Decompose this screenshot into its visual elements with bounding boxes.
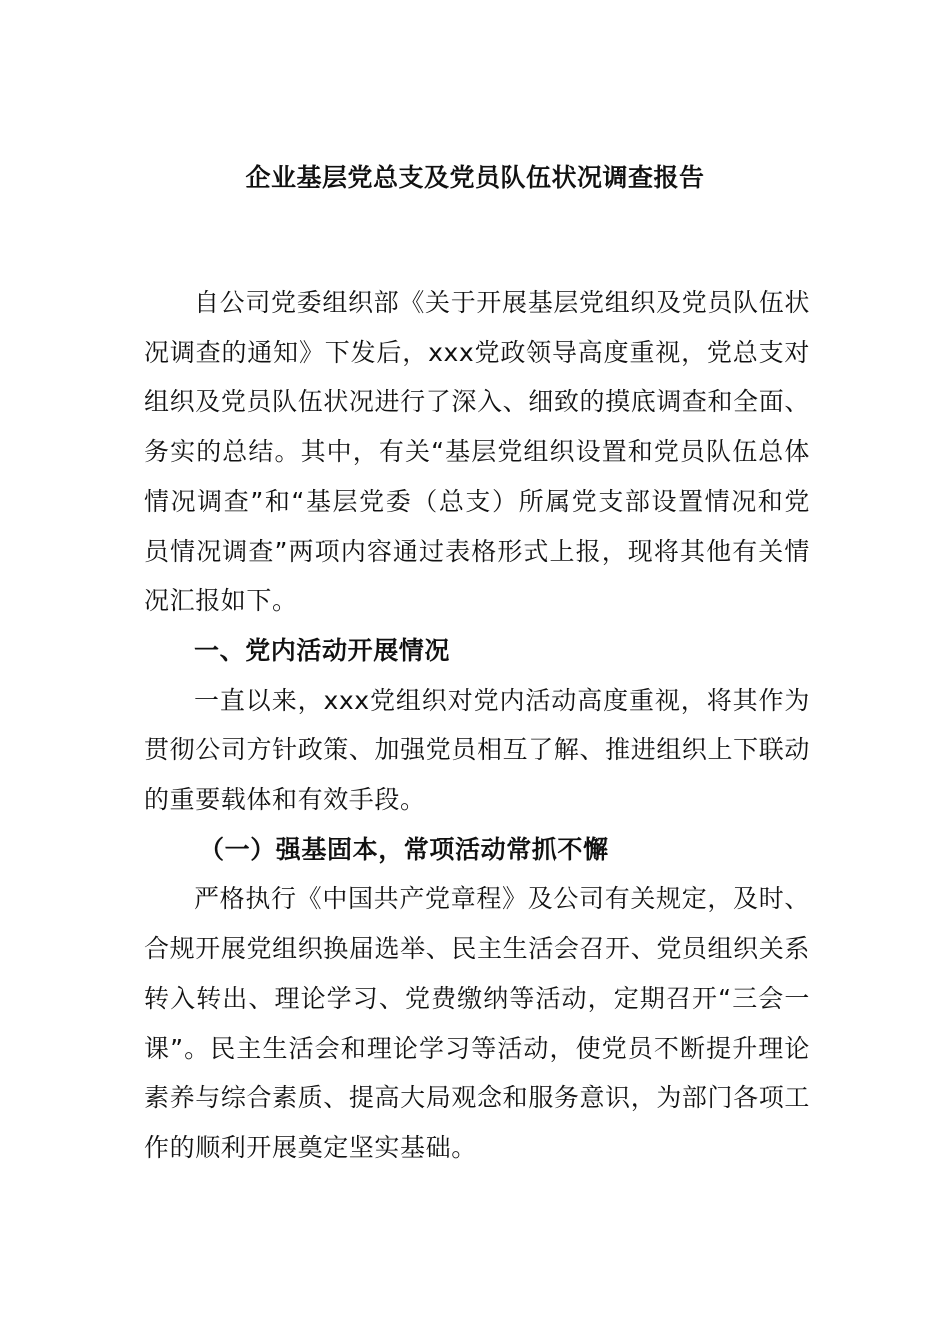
section-1-paragraph: 一直以来，xxx党组织对党内活动高度重视，将其作为贯彻公司方针政策、加强党员相互了解、推进组织上下联动的重要载体和有效手段。 [144,685,810,815]
section-heading-1: 一、党内活动开展情况 [194,635,451,665]
intro-paragraph: 自公司党委组织部《关于开展基层党组织及党员队伍状况调查的通知》下发后，xxx党政领导高度重视，党总支对组织及党员队伍状况进行了深入、细致的摸底调查和全面、务实的总结。其中，有关“基层党组织设置和党员队伍总体情况调查”和“基层党委（总支）所属党支部设置情况和党员情况调查”两项内容通过表格形式上报，现将其他有关情况汇报如下。 [144,288,810,616]
document-body [144,278,810,1173]
document-title: 企业基层党总支及党员队伍状况调查报告 [245,163,705,192]
subsection-heading-1: （一）强基固本，常项活动常抓不懈 [199,834,609,864]
subsection-1-paragraph: 严格执行《中国共产党章程》及公司有关规定，及时、合规开展党组织换届选举、民主生活会召开、党员组织关系转入转出、理论学习、党费缴纳等活动，定期召开“三会一课”。民主生活会和理论学习等活动，使党员不断提升理论素养与综合素质、提高大局观念和服务意识，为部门各项工作的顺利开展奠定坚实基础。 [144,884,810,1162]
